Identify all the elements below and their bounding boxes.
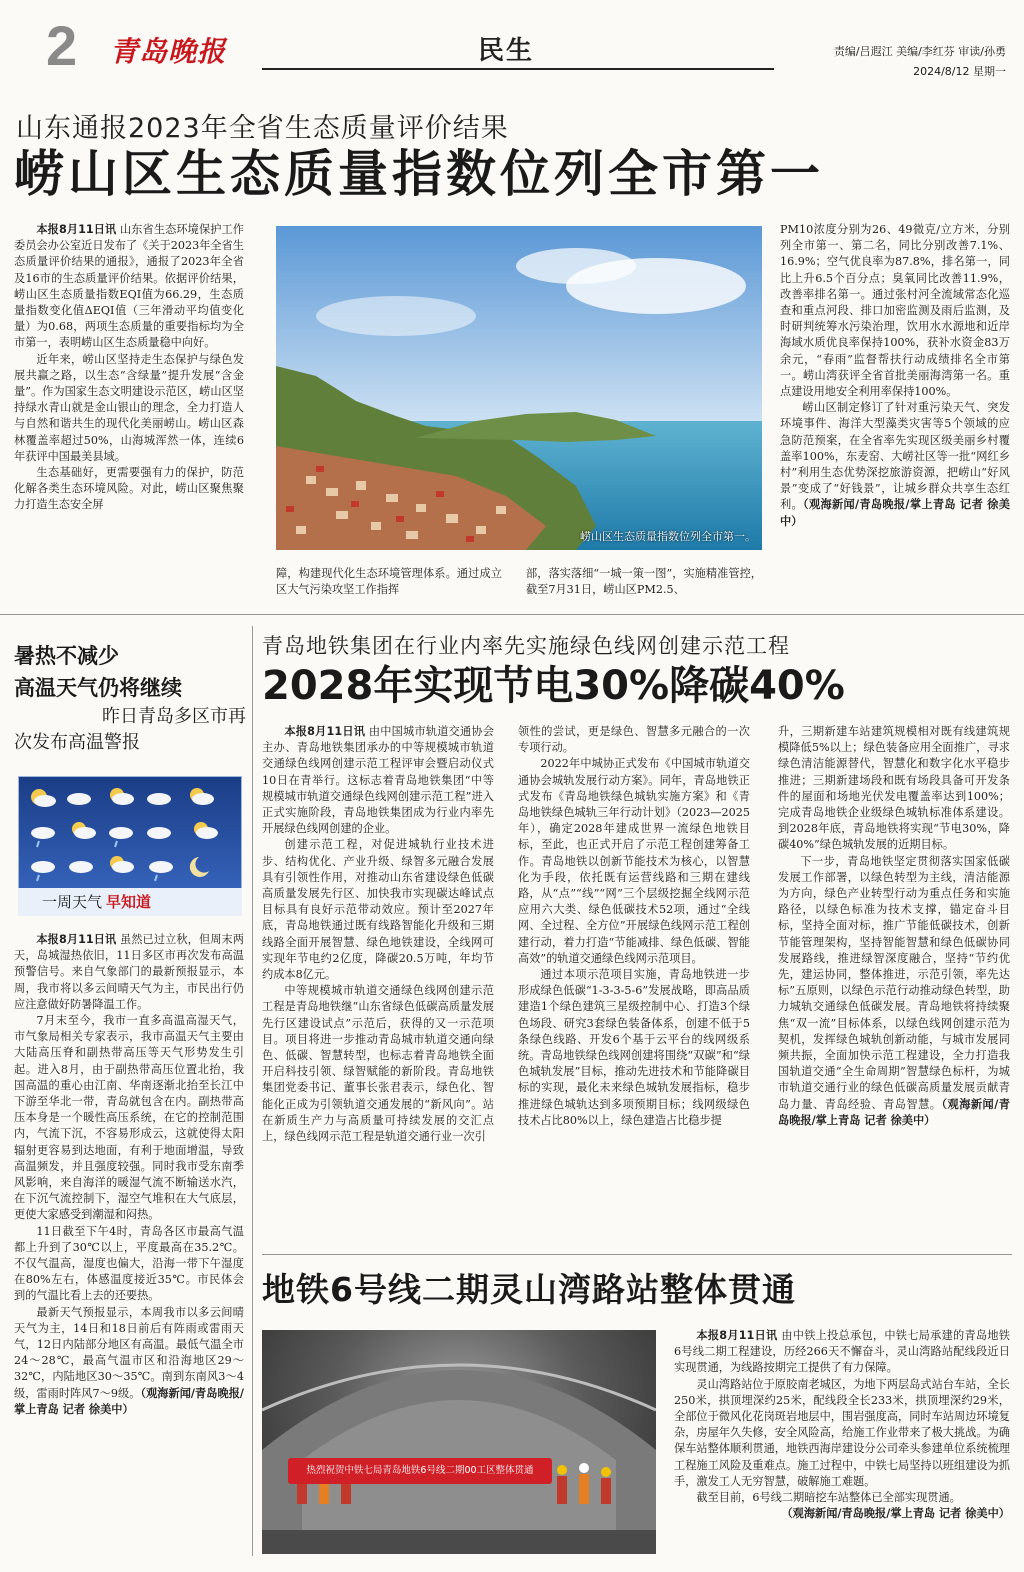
heat-subheadline-line1: 昨日青岛多区市再 [102, 706, 246, 727]
paragraph: 2022年中城协正式发布《中国城市轨道交通协会城轨发展行动方案》。同年，青岛地铁正式发布《青岛地铁绿色城轨实施方案》和《青岛地铁绿色城轨三年行动计划》（2023—2025年），确定2028年建成世界一流绿色地铁目标，至此，也正式开启了示范工程创建筹备工作。青岛地铁以创新节能技术为核心，以智慧化为手段，依托既有运营线路和三期在建线路，从“点”“线”“网”三个层级挖掘全线网示范应用六大类、绿色低碳技术52项，通过“全线网、全过程、全方位”开展绿色线网示范工程创建行动，着力打造“节能减排、绿色低碳、智能高效”的轨道交通绿色线网示范项目。 [518, 757, 750, 965]
issue-date: 2024/8/12 星期一 [913, 65, 1006, 78]
paragraph-text: 最新天气预报显示，本周我市以多云间晴天气为主，14日和18日前后有阵雨或雷雨天气，12日内陆部分地区有高温。最低气温全市24～28℃，最高气温市区和沿海地区29～32℃，内陆地区30～35℃。南到东南风3～4级，雷雨时阵风7～9级。 [14, 1305, 244, 1400]
paragraph [780, 400, 1010, 530]
editor-credits [796, 42, 1006, 82]
paragraph-text: 崂山区制定修订了针对重污染天气、突发环境事件、海洋大型藻类灾害等5个领域的应急防范预案，在全省率先实现区级美丽乡村覆盖率100%，东麦窑、大崂社区等一批“网红乡村”利用生态优势深挖旅游资源，把崂山“好风景”变成了“好钱景”，让城乡群众共享生态红利。 [780, 401, 1010, 512]
article2-column-3 [778, 724, 1010, 1244]
section-title: 民生 [478, 36, 535, 66]
heat-credit: （观海新闻/青岛晚报/掌上青岛 记者 徐美中） [14, 1386, 244, 1416]
dateline: 本报8月11日讯 [284, 725, 366, 738]
article1-column-1 [14, 222, 244, 604]
paragraph: 领性的尝试，更是绿色、智慧多元融合的一次专项行动。 [518, 725, 750, 755]
paragraph: 11日截至下午4时，青岛各区市最高气温都上升到了30℃以上，平度最高在35.2℃。不仅气温高，湿度也偏大，沿海一带下午湿度在80%左右，体感温度接近35℃。市民体会到的气温比看上去的还要热。 [14, 1224, 244, 1303]
paragraph: 中等规模城市轨道交通绿色线网创建示范工程是青岛地铁继“山东省绿色低碳高质量发展先行区建设试点”示范后，获得的又一示范项目。项目将进一步推动青岛城市轨道交通向绿色、低碳、智慧转型，也标志着青岛地铁全面开启科技引领、绿智赋能的新阶段。青岛地铁集团党委书记、董事长张君表示，绿色化、智能化正成为引领轨道交通发展的“新风向”。站在新质生产力与高质量可持续发展的交汇点上，绿色线网示范工程是轨道交通行业一次引 [262, 984, 494, 1144]
paragraph-text: 由中国城市轨道交通协会主办、青岛地铁集团承办的中等规模城市轨道交通绿色线网创建示范工程评审会暨启动仪式10日在青举行。这标志着青岛地铁集团“中等规模城市轨道交通绿色线网创建示范工程”进入正式实施阶段，青岛地铁集团成为行业内率先开展绿色线网创建的企业。 [262, 725, 494, 836]
weekly-weather-text: 一周天气 [42, 893, 103, 911]
article3-headline: 地铁6号线二期灵山湾路站整体贯通 [262, 1270, 796, 1309]
article2-subtitle: 青岛地铁集团在行业内率先实施绿色线网创建示范工程 [262, 634, 790, 658]
masthead-logo: 青岛晚报 [110, 35, 227, 68]
paragraph [778, 854, 1010, 1129]
paragraph-text: 下一步，青岛地铁坚定贯彻落实国家低碳发展工作部署，以绿色转型为主线，清洁能源为方向，绿色产业转型行动为重点任务和实施路径，以绿色标准为技术支撑，锚定奋斗目标，坚持全面对标，推广节能低碳技术，创新节能管理架构，坚持智能智慧和绿色低碳协同发展路线，推进绿智深度融合，坚持“节约优先，建运协同，整体推进，示范引领，率先达标”五原则，以绿色示范行动推动绿色转型，助力城轨交通绿色低碳发展。青岛地铁将持续聚焦“双一流”目标体系，以绿色线网创建示范为契机，发挥绿色城轨创新动能，与城市发展同频共振，全面加快示范工程建设，全力打造我国轨道交通“全生命周期”智慧绿色标杆，为城市轨道交通行业的绿色低碳高质量发展贡献青岛力量、青岛经验、青岛智慧。 [778, 854, 1010, 1111]
heat-headline-line1: 暑热不减少 [14, 644, 119, 668]
article3-body [674, 1328, 1010, 1554]
paragraph: 7月末至今，我市一直多高温高湿天气，市气象局相关专家表示，我市高温天气主要由大陆高压脊和副热带高压等天气形势发生引起。进入8月，由于副热带高压位置北抬，我国高温的重心由江南、华南逐渐北抬至长江中下游至华北一带，青岛就包含在内。副热带高压本身是一个暖性高压系统，在它的控制范围内，气流下沉，不容易形成云，这就使得太阳辐射更容易到达地面，有利于地面增温，导致高温频发，并且强度较强。同时我市受东南季风影响，来自海洋的暖湿气流不断输送水汽，在下沉气流控制下，湿空气堆积在大气底层，更使大家感受到潮湿和闷热。 [14, 1014, 244, 1222]
dateline: 本报8月11日讯 [36, 933, 117, 946]
landscape-illustration [276, 226, 762, 550]
column-divider [252, 626, 253, 1556]
heat-subheadline [14, 704, 246, 756]
article1-headline: 崂山区生态质量指数位列全市第一 [14, 145, 824, 203]
paragraph: 部，落实落细“一城一策一图”，实施精准管控，截至7月31日，崂山区PM2.5、 [526, 567, 762, 597]
laoshan-coast-photo [276, 226, 762, 550]
weekly-weather-highlight: 早知道 [106, 893, 152, 911]
paragraph: 截至目前，6号线二期暗挖车站整体已全部实现贯通。 [696, 1491, 961, 1505]
heat-article-body [14, 932, 244, 1554]
celebration-banner: 热烈祝贺中铁七局青岛地铁6号线二期00工区整体贯通 [288, 1458, 552, 1484]
paragraph: 山东省生态环境保护工作委员会办公室近日发布了《关于2023年全省生态质量评价结果的通报》，通报了2023年全省及16市的生态质量评价结果。依据评价结果，崂山区生态质量指数EQI值为66.29，生态质量指数变化值ΔEQI值（三年滑动平均值变化量）为0.68，两项生态质量的重要指标均为全市第一，表明崂山区生态质量稳中向好。 [14, 223, 244, 350]
paragraph: 通过本项示范项目实施，青岛地铁进一步形成绿色低碳“1-3-3-5-6”发展战略，即高品质建造1个绿色建筑三星级控制中心、打造3个绿色场段、研究3套绿色装备体系，创建不低于5条绿色线路、开发6个基于云平台的线网级系统。青岛地铁绿色线网创建将围绕“双碳”和“绿色城轨发展”目标，推动先进技术和节能降碳目标的实现，最化未来绿色城轨发展指标，稳步推进绿色城轨达到多项预期目标；线网级绿色技术占比80%以上，绿色建造占比稳步提 [518, 968, 750, 1127]
article1-subtitle: 山东通报2023年全省生态质量评价结果 [16, 113, 509, 144]
dateline: 本报8月11日讯 [696, 1329, 778, 1342]
paragraph: 创建示范工程，对促进城轨行业技术进步、结构优化、产业升级、绿智多元融合发展具有引领性作用，对推动山东省建设绿色低碳高质量发展先行区、加快我市实现碳达峰试点目标具有良好示范带动效应。预计至2027年底，青岛地铁通过既有线路智能化升级和三期线路全面开展智慧、绿色地铁建设，全线网可实现年节电约2亿度，降碳20.5万吨，年均节约成本8亿元。 [262, 838, 494, 982]
tunnel-illustration [262, 1330, 656, 1554]
heat-headline [14, 640, 254, 704]
article1-column-2 [276, 566, 502, 602]
section-divider [262, 1254, 1012, 1255]
editors-line: 责编/吕遐江 美编/李红芬 审读/孙勇 [833, 45, 1006, 58]
dateline: 本报8月11日讯 [36, 223, 117, 236]
paragraph: 近年来，崂山区坚持走生态保护与绿色发展共赢之路，以生态“含绿量”提升发展“含金量”。作为国家生态文明建设示范区，崂山区坚持绿水青山就是金山银山的理念，全力打造人与自然和谐共生的现代化美丽崂山。崂山区森林覆盖率超过50%，山海城浑然一体，连续6年获评中国最美县域。 [14, 352, 244, 463]
header-rule [262, 68, 774, 70]
paragraph: 灵山湾路站位于原胶南老城区，为地下两层岛式站台车站，全长250米，拱顶埋深约25米，配线段全长233米，拱顶埋深约29米，全部位于微风化花岗斑岩地层中，围岩强度高，同时车站周边环境复杂，房屋年久失修，安全风险高，给施工作业带来了极大挑战。为确保车站整体顺利贯通，地铁西海岸建设分公司牵头参建单位系统梳理工程施工风险及重难点。施工过程中，中铁七局坚持以班组建设为抓手，激发工人无穷智慧，破解施工难题。 [674, 1377, 1010, 1488]
weekly-weather-label [18, 888, 242, 916]
article3-credit: （观海新闻/青岛晚报/掌上青岛 记者 徐美中） [781, 1507, 1010, 1521]
heat-subheadline-line2: 次发布高温警报 [14, 732, 140, 753]
page-number: 2 [46, 14, 78, 77]
paragraph: 障，构建现代化生态环境管理体系。通过成立区大气污染攻坚工作指挥 [276, 567, 502, 597]
article1-column-4 [780, 222, 1010, 604]
paragraph: 生态基础好，更需要强有力的保护，防范化解各类生态环境风险。对此，崂山区聚焦聚力打造生态安全屏 [14, 466, 244, 512]
article2-column-2 [518, 724, 750, 1244]
article1-column-3 [526, 566, 762, 602]
paragraph [14, 1305, 244, 1418]
photo-caption: 崂山区生态质量指数位列全市第一。 [580, 530, 756, 543]
paragraph: PM10浓度分别为26、49微克/立方米，分别列全市第一、第二名，同比分别改善7.1%、16.9%；空气优良率为87.8%，排名第一，同比上升6.5个百分点；臭氧同比改善11.9%，改善率排名第一。通过张村河全流域常态化巡查和重点河段、排口加密监测及雨后监测，及时研判统筹水污染治理，饮用水水源地和近岸海域水质优良率保持100%，获补水资金83万余元，“春雨”监督帮扶行动成绩排名全市第一。崂山湾获评全省首批美丽海湾第一名。重点建设用地安全利用率保持100%。 [780, 223, 1010, 399]
article2-credit: （观海新闻/青岛晚报/掌上青岛 记者 徐美中） [778, 1097, 1010, 1127]
heat-headline-line2: 高温天气仍将继续 [14, 676, 182, 700]
weather-icons-grid [19, 777, 243, 889]
paragraph-text: 虽然已过立秋，但周末两天，岛城湿热依旧，11日多区市再次发布高温预警信号。来自气象部门的最新预报显示，本周，我市将以多云间晴天气为主，市民出行仍应注意做好防暑降温工作。 [14, 933, 244, 1011]
tunnel-breakthrough-photo [262, 1330, 656, 1554]
article1-credit: （观海新闻/青岛晚报/掌上青岛 记者 徐美中） [780, 498, 1010, 528]
article2-column-1 [262, 724, 494, 1244]
paragraph-text: 由中铁上投总承包，中铁七局承建的青岛地铁6号线二期工程建设，历经266天不懈奋斗，灵山湾路站配线段近日实现贯通，为线路按期完工提供了有力保障。 [674, 1329, 1010, 1375]
paragraph: 升，三期新建车站建筑规模相对既有线建筑规模降低5%以上；绿色装备应用全面推广，寻求绿色清洁能源替代，智慧化和数字化水平稳步推进；三期新建场段和既有场段具备可开发条件的屋面和场地光伏发电覆盖率达到100%；完成青岛地铁企业级绿色城轨标准体系建设。到2028年底，青岛地铁将实现“节电30%，降碳40%”绿色城轨发展的近期目标。 [778, 725, 1010, 852]
article2-headline: 2028年实现节电30%降碳40% [262, 663, 845, 709]
section-divider [0, 614, 1024, 615]
